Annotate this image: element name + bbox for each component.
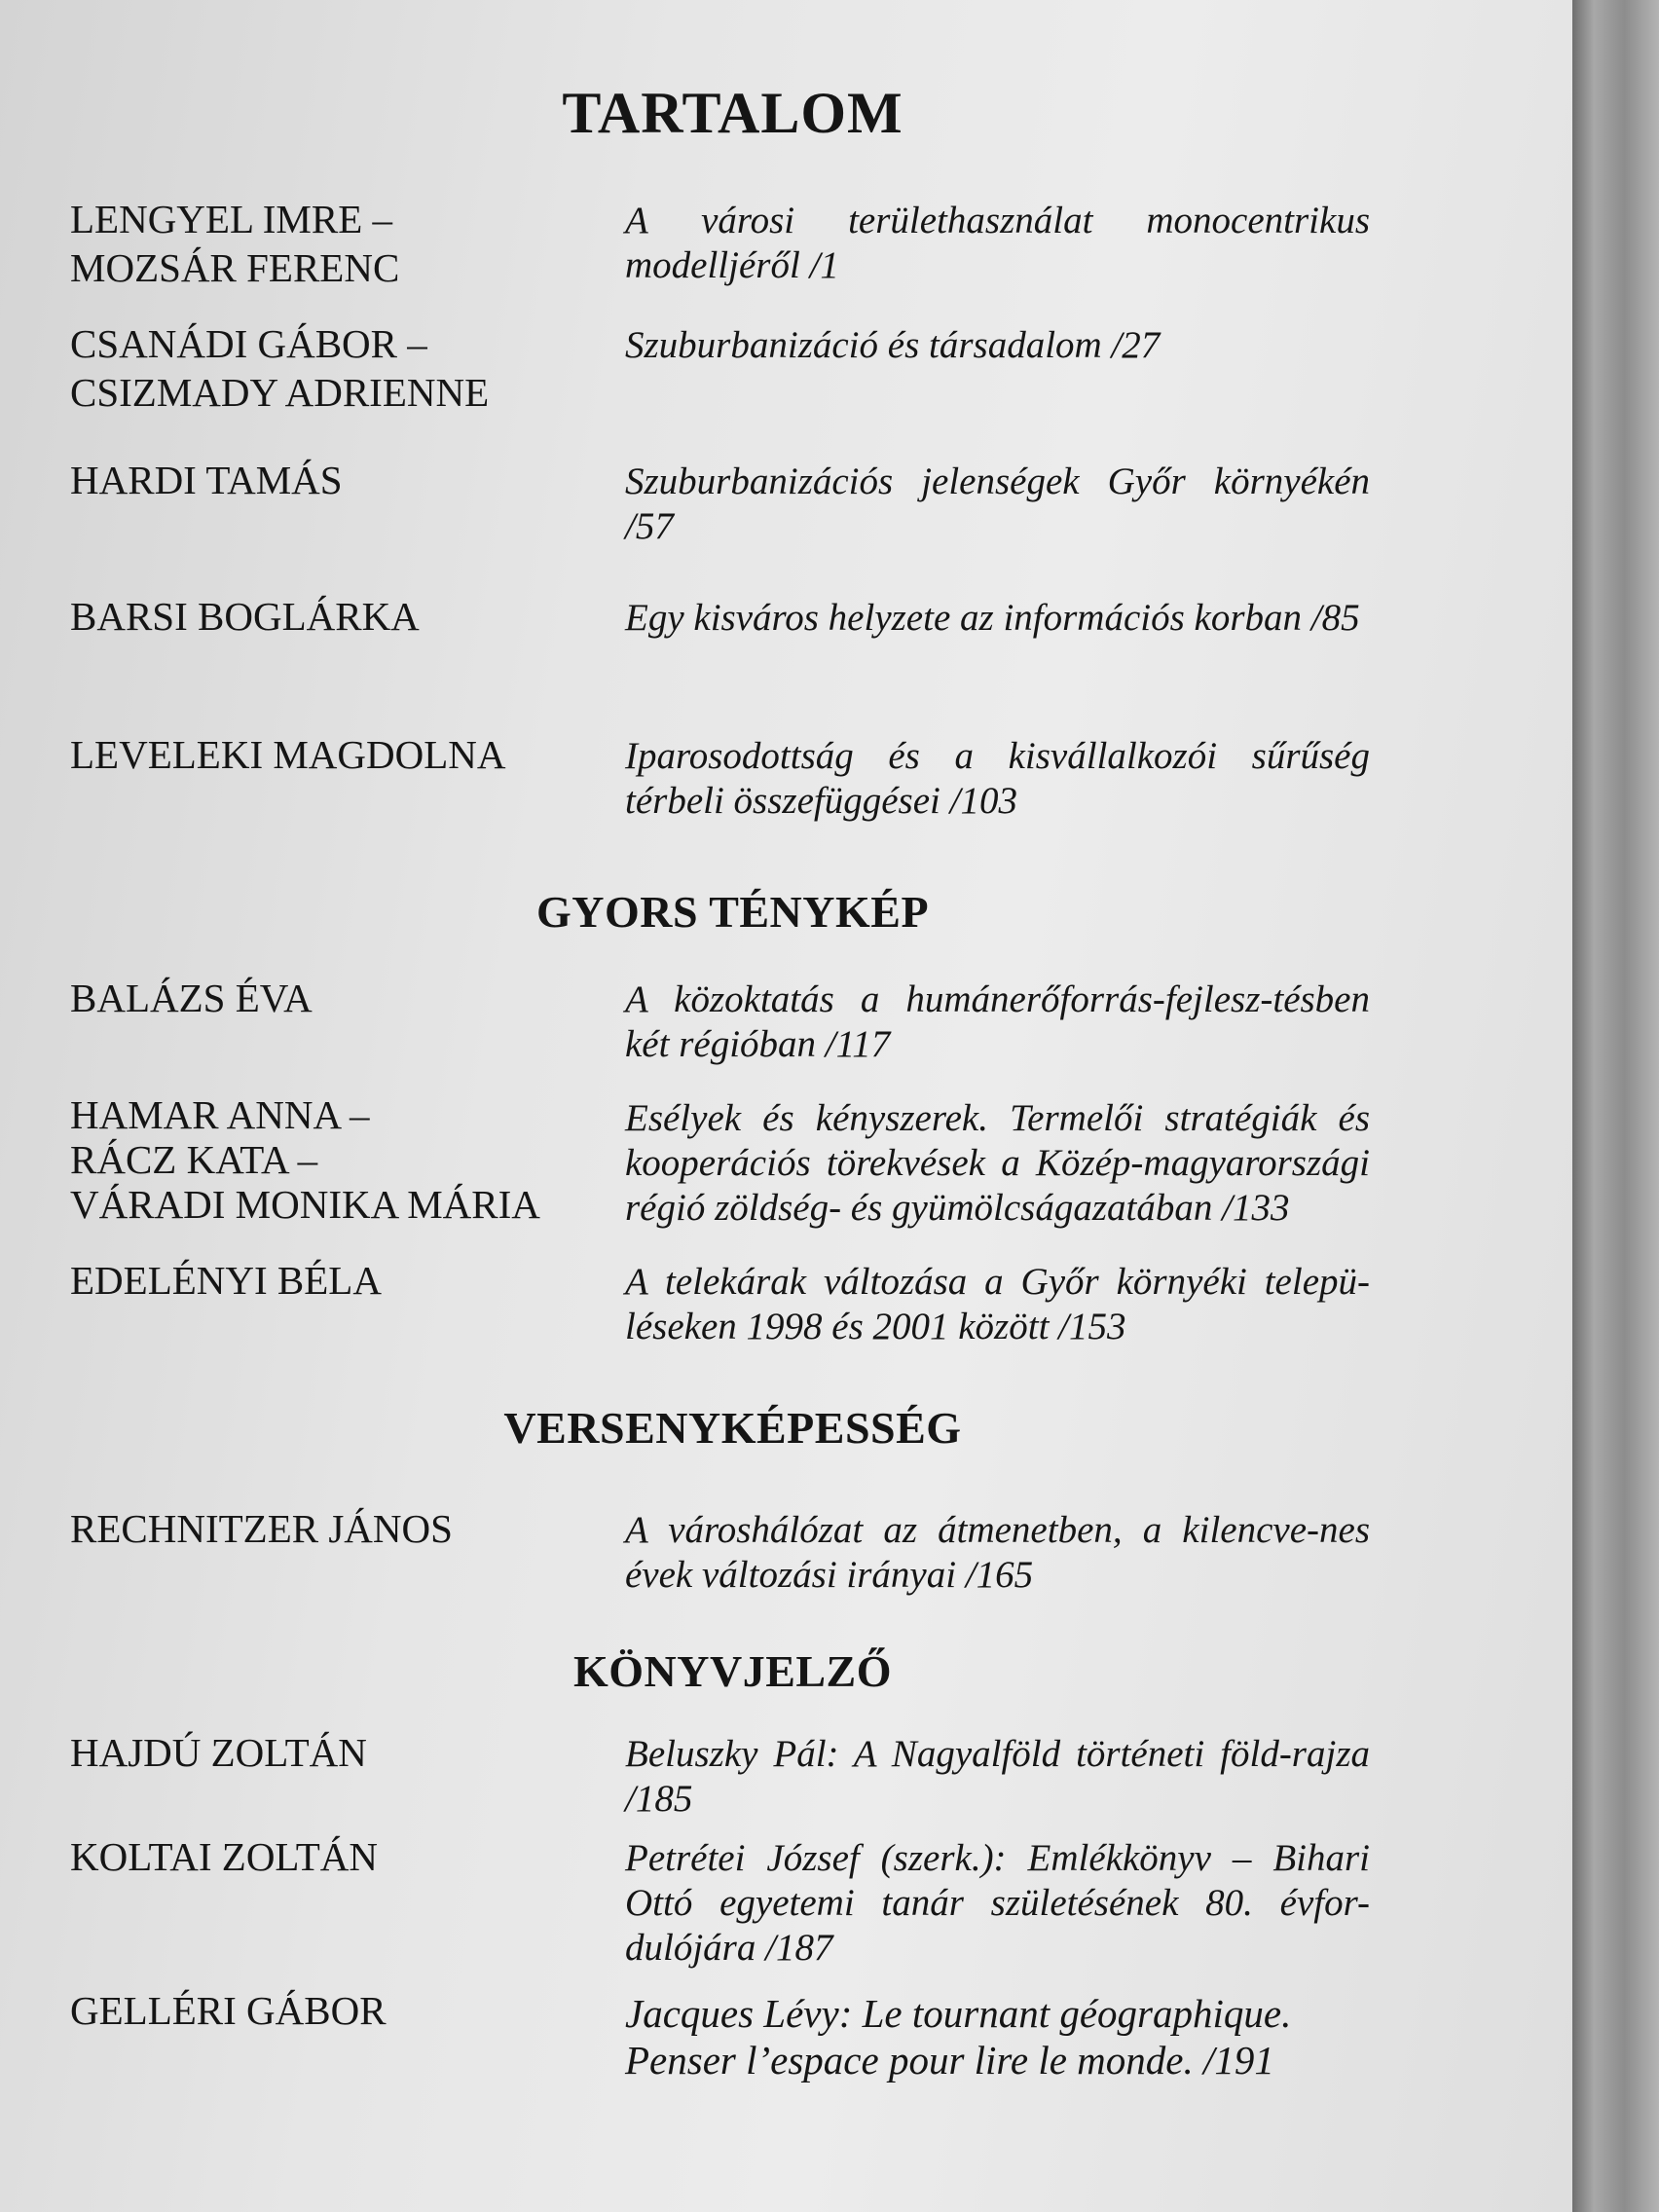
entry-title bbox=[625, 1508, 1370, 1598]
entry-title bbox=[625, 1836, 1370, 1971]
entry-page-number: /165 bbox=[965, 1554, 1034, 1596]
entry-authors bbox=[70, 1504, 596, 1553]
section-heading: VERSENYKÉPESSÉG bbox=[503, 1403, 962, 1453]
entry-title bbox=[625, 734, 1370, 824]
entry-page-number: /153 bbox=[1058, 1306, 1126, 1347]
author-line: HAMAR ANNA – bbox=[70, 1092, 370, 1137]
author-line: LENGYEL IMRE – bbox=[70, 197, 392, 241]
entry-authors bbox=[70, 592, 596, 641]
author-line: RÁCZ KATA – bbox=[70, 1137, 318, 1182]
entry-title-text: A közoktatás a humánerőforrás-fejlesz-tésben két régióban bbox=[625, 978, 1370, 1065]
entry-title-text: Iparosodottság és a kisvállalkozói sűrűség térbeli összefüggései bbox=[625, 735, 1370, 822]
entry-authors bbox=[70, 195, 596, 292]
entry-title bbox=[625, 977, 1370, 1067]
section-heading: GYORS TÉNYKÉP bbox=[535, 887, 930, 937]
entry-title bbox=[625, 1732, 1370, 1822]
entry-authors bbox=[70, 974, 596, 1022]
author-line: MOZSÁR FERENC bbox=[70, 245, 400, 290]
entry-title-text: Esélyek és kényszerek. Termelői stratégiák és kooperációs törekvések a Közép-magyarországi régió zöldség- és gyümölcságazatában bbox=[625, 1097, 1370, 1229]
entry-page-number: /57 bbox=[625, 505, 674, 547]
entry-authors bbox=[70, 1256, 596, 1305]
entry-authors bbox=[70, 1832, 596, 1881]
author-line: CSIZMADY ADRIENNE bbox=[70, 370, 490, 415]
entry-authors bbox=[70, 456, 596, 504]
author-line: HAJDÚ ZOLTÁN bbox=[70, 1730, 367, 1775]
entry-title-text: Egy kisváros helyzete az információs korban bbox=[625, 597, 1303, 639]
entry-title bbox=[625, 1260, 1370, 1349]
section-heading: KÖNYVJELZŐ bbox=[572, 1646, 893, 1696]
author-line: KOLTAI ZOLTÁN bbox=[70, 1834, 378, 1879]
author-line: BARSI BOGLÁRKA bbox=[70, 594, 420, 639]
entry-title-text: A telekárak változása a Győr környéki telepü-léseken 1998 és 2001 között bbox=[625, 1261, 1370, 1347]
entry-page-number: /27 bbox=[1111, 324, 1161, 366]
entry-title bbox=[625, 199, 1370, 288]
author-line: VÁRADI MONIKA MÁRIA bbox=[70, 1182, 540, 1227]
entry-page-number: /187 bbox=[765, 1927, 833, 1969]
entry-title-text: Szuburbanizáció és társadalom bbox=[625, 324, 1102, 366]
entry-page-number: /103 bbox=[949, 780, 1017, 822]
entry-authors bbox=[70, 319, 596, 417]
author-line: GELLÉRI GÁBOR bbox=[70, 1988, 387, 2033]
entry-title bbox=[625, 1990, 1370, 2083]
entry-title-text: Beluszky Pál: A Nagyalföld történeti föld-rajza bbox=[625, 1733, 1370, 1775]
entry-authors bbox=[70, 1728, 596, 1777]
book-spine-shadow bbox=[1572, 0, 1659, 2212]
entry-title bbox=[625, 596, 1370, 641]
entry-page-number: /1 bbox=[809, 244, 839, 286]
entry-title bbox=[625, 323, 1370, 368]
entry-page-number: /117 bbox=[825, 1023, 891, 1065]
entry-title bbox=[625, 460, 1370, 549]
entry-title-text: Jacques Lévy: Le tournant géographique. Penser l’espace pour lire le monde. bbox=[625, 1991, 1292, 2083]
entry-title-text: A városhálózat az átmenetben, a kilencve-nes évek változási irányai bbox=[625, 1509, 1370, 1596]
entry-page-number: /85 bbox=[1310, 597, 1360, 639]
author-line: EDELÉNYI BÉLA bbox=[70, 1258, 382, 1303]
author-line: LEVELEKI MAGDOLNA bbox=[70, 732, 506, 777]
entry-authors bbox=[70, 1092, 596, 1227]
author-line: CSANÁDI GÁBOR – bbox=[70, 321, 427, 366]
entry-title-text: A városi területhasználat monocentrikus modelljéről bbox=[625, 200, 1370, 286]
author-line: BALÁZS ÉVA bbox=[70, 976, 313, 1020]
entry-authors bbox=[70, 730, 596, 779]
entry-title-text: Szuburbanizációs jelenségek Győr környékén bbox=[625, 461, 1370, 502]
entry-page-number: /191 bbox=[1202, 2038, 1274, 2083]
entry-page-number: /133 bbox=[1222, 1187, 1290, 1229]
entry-authors bbox=[70, 1986, 596, 2035]
author-line: HARDI TAMÁS bbox=[70, 458, 343, 502]
author-line: RECHNITZER JÁNOS bbox=[70, 1506, 453, 1551]
entry-page-number: /185 bbox=[625, 1778, 693, 1820]
entry-title-text: Petrétei József (szerk.): Emlékkönyv – Bihari Ottó egyetemi tanár születésének 80. évfor-dulójára bbox=[625, 1837, 1370, 1969]
entry-title bbox=[625, 1096, 1370, 1231]
page-title: TARTALOM bbox=[562, 81, 903, 145]
